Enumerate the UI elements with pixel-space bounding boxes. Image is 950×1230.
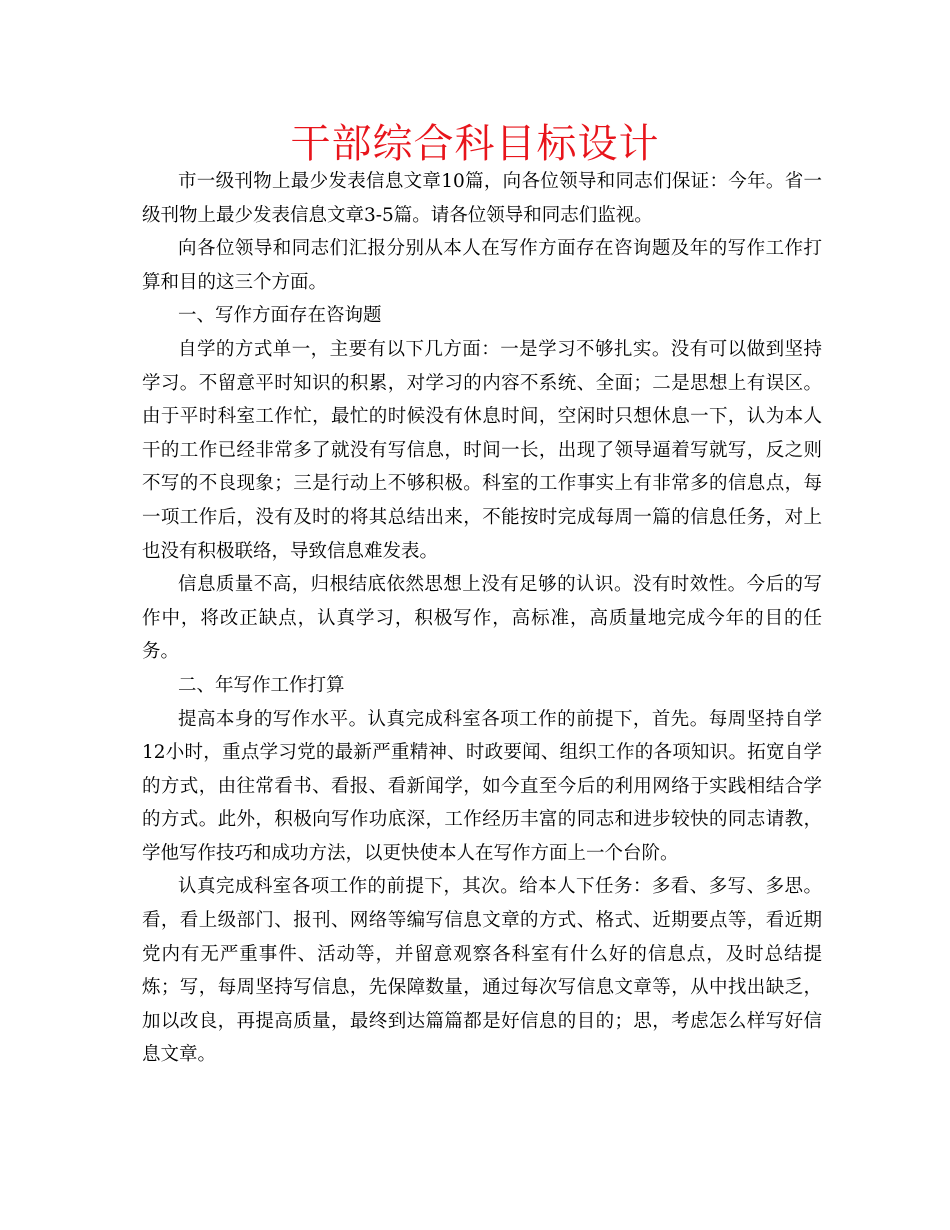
section-heading-problems: 一、写作方面存在咨询题 bbox=[178, 305, 382, 327]
paragraph-report-overview: 向各位领导和同志们汇报分别从本人在写作方面存在咨询题及年的写作工作打算和目的这三个方面。 bbox=[142, 238, 822, 293]
paragraph-tasks: 认真完成科室各项工作的前提下，其次。给本人下任务：多看、多写、多思。看，看上级部门、报刊、网络等编写信息文章的方式、格式、近期要点等，看近期党内有无严重事件、活动等，并留意观察各科室有什么好的信息点，及时总结提炼；写，每周坚持写信息，先保障数量，通过每次写信息文章等，从中找出缺乏，加以改良，再提高质量，最终到达篇篇都是好信息的目的；思，考虑怎么样写好信息文章。 bbox=[142, 876, 822, 1066]
paragraph-info-quality: 信息质量不高，归根结底依然思想上没有足够的认识。没有时效性。今后的写作中，将改正缺点，认真学习，积极写作，高标准，高质量地完成今年的目的任务。 bbox=[142, 574, 822, 663]
paragraph-intro-goal: 市一级刊物上最少发表信息文章10篇，向各位领导和同志们保证：今年。省一级刊物上最少发表信息文章3-5篇。请各位领导和同志们监视。 bbox=[142, 171, 822, 226]
section-heading-plan: 二、年写作工作打算 bbox=[178, 674, 345, 696]
document-body bbox=[142, 165, 822, 1072]
paragraph-improve-writing: 提高本身的写作水平。认真完成科室各项工作的前提下，首先。每周坚持自学12小时，重点学习党的最新严重精神、时政要闻、组织工作的各项知识。拓宽自学的方式，由往常看书、看报、看新闻学，如今直至今后的利用网络于实践相结合学的方式。此外，积极向写作功底深，工作经历丰富的同志和进步较快的同志请教，学他写作技巧和成功方法，以更快使本人在写作方面上一个台阶。 bbox=[142, 708, 822, 864]
paragraph-study-method: 自学的方式单一，主要有以下几方面：一是学习不够扎实。没有可以做到坚持学习。不留意平时知识的积累，对学习的内容不系统、全面；二是思想上有误区。由于平时科室工作忙，最忙的时候没有休息时间，空闲时只想休息一下，认为本人干的工作已经非常多了就没有写信息，时间一长，出现了领导逼着写就写，反之则不写的不良现象；三是行动上不够积极。科室的工作事实上有非常多的信息点，每一项工作后，没有及时的将其总结出来，不能按时完成每周一篇的信息任务，对上也没有积极联络，导致信息难发表。 bbox=[142, 338, 822, 562]
document-title: 干部综合科目标设计 bbox=[290, 121, 660, 167]
